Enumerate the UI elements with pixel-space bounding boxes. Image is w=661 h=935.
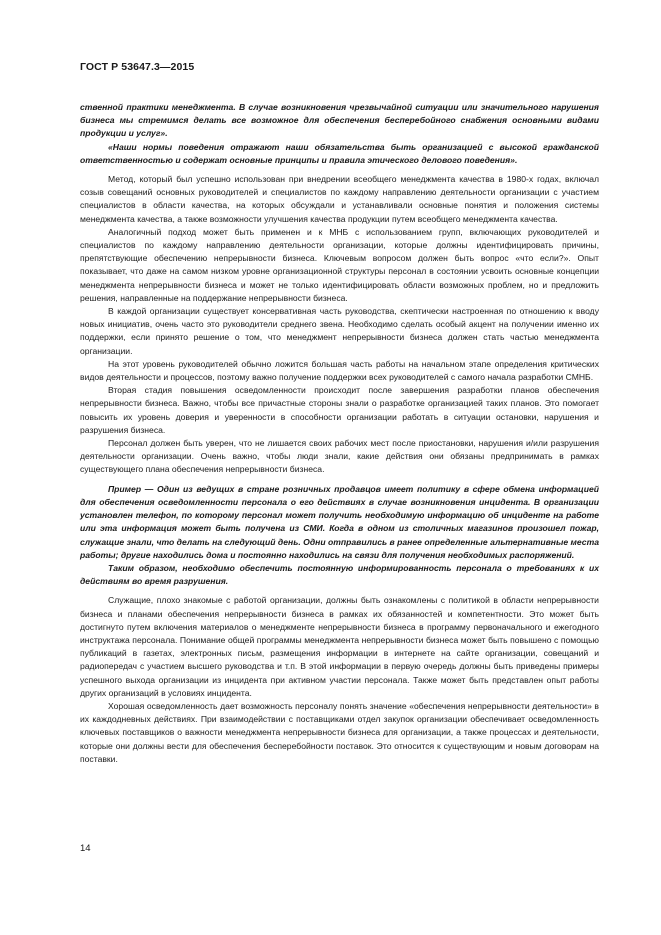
paragraph: Аналогичный подход может быть применен и к МНБ с использованием групп, включающих руководителей и специалистов по каждому направлению деятельности организации, которые должны идентифицировать причины, препятствующие обеспечению непрерывности бизнеса. Ключевым вопросом должен быть вопрос «что если?». Опыт показывает, что даже на самом низком уровне организационной структуры персонал в состоянии усвоить основные концепции менеджмента непрерывности бизнеса и может не только идентифицировать области возможных проблем, но и предложить решения, направленные на поддержание непрерывности бизнеса. bbox=[80, 226, 599, 303]
paragraph: Служащие, плохо знакомые с работой организации, должны быть ознакомлены с политикой в области непрерывности бизнеса и планами обеспечения непрерывности бизнеса в рамках их обязанностей и компетентности. Это может быть достигнуто путем включения материалов о менеджменте непрерывности бизнеса в программу первоначального и ежегодного инструктажа персонала. Понимание общей программы менеджмента непрерывности бизнеса может быть повышено с помощью публикаций в газетах, электронных письм, размещения информации в интернете на сайте организации, совещаний и радиопередач с участием высшего руководства и т.п. В этой информации в первую очередь должны быть приведены примеры успешного выхода организации из инцидента при активном участии персонала. Также может быть представлен опыт работы других организаций в условиях инцидента. bbox=[80, 595, 599, 698]
paragraph: Таким образом, необходимо обеспечить постоянную информированность персонала о требованиях к их действиям во время разрушения. bbox=[80, 562, 599, 587]
page-number: 14 bbox=[80, 843, 91, 854]
paragraph: Хорошая осведомленность дает возможность персоналу понять значение «обеспечения непрерывности деятельности» в их каждодневных действиях. При взаимодействии с поставщиками отдел закупок организации обеспечивает осведомленность ключевых поставщиков о важности менеджмента непрерывности бизнеса для организации, а также процессах и деятельности, которые они должны вести для обеспечения бесперебойности поставок. Это относится к существующим и новым договорам на поставки. bbox=[80, 700, 599, 764]
paragraph: На этот уровень руководителей обычно ложится большая часть работы на начальном этапе определения критических видов деятельности и процессов, поэтому важно получение поддержки всех руководителей с самого начала разработки СМНБ. bbox=[80, 358, 599, 383]
page-body bbox=[80, 101, 599, 766]
paragraph: Персонал должен быть уверен, что не лишается своих рабочих мест после приостановки, нарушения и/или разрушения деятельности организации. Очень важно, чтобы люди знали, какие действия они обязаны предпринимать в рамках существующего плана обеспечения непрерывности бизнеса. bbox=[80, 438, 599, 475]
example-paragraph: Пример — Один из ведущих в стране розничных продавцов имеет политику в сфере обмена информацией для обеспечения осведомленности персонала о его действиях в случае возникновения инцидента. В организации установлен телефон, по которому персонал может получить необходимую информацию об инциденте на работе или эта информация может быть получена из СМИ. Когда в одном из столичных магазинов произошел пожар, служащие знали, что делать на следующий день. Одни отправились в ранее определенные альтернативные места работы; другие находились дома и постоянно находились на связи для получения необходимых распоряжений. bbox=[80, 483, 599, 560]
paragraph: Вторая стадия повышения осведомленности происходит после завершения разработки планов обеспечения непрерывности бизнеса. Важно, чтобы все причастные стороны знали о разработке организацией таких планов. Это помогает повысить их уровень доверия и уверенности в способности организации работать в ситуации остановки, нарушения и разрушения бизнеса. bbox=[80, 385, 599, 435]
paragraph: В каждой организации существует консервативная часть руководства, скептически настроенная по отношению к вводу новых инициатив, очень часто это руководители среднего звена. Необходимо сделать особый акцент на получении именно их поддержки, если принято решение о том, что менеджмент непрерывности бизнеса должен стать частью менеджмента организации. bbox=[80, 306, 599, 356]
paragraph: ственной практики менеджмента. В случае возникновения чрезвычайной ситуации или значительного нарушения бизнеса мы стремимся делать все возможное для обеспечения бесперебойного снабжения основными видами продукции и услуг». bbox=[80, 102, 599, 139]
paragraph: Метод, который был успешно использован при внедрении всеобщего менеджмента качества в 1980-х годах, включал созыв совещаний основных руководителей и специалистов по каждому направлению деятельности организации с участием специалистов в области качества, на которых обсуждали и устанавливали основные понятия и положения системы менеджмента качества, а также возможности улучшения качества продукции путем всеобщего менеджмента качества. bbox=[80, 174, 599, 224]
paragraph: «Наши нормы поведения отражают наши обязательства быть организацией с высокой гражданской ответственностью и содержат основные принципы и правила этического делового поведения». bbox=[80, 141, 599, 165]
document-header: ГОСТ Р 53647.3—2015 bbox=[80, 61, 195, 73]
